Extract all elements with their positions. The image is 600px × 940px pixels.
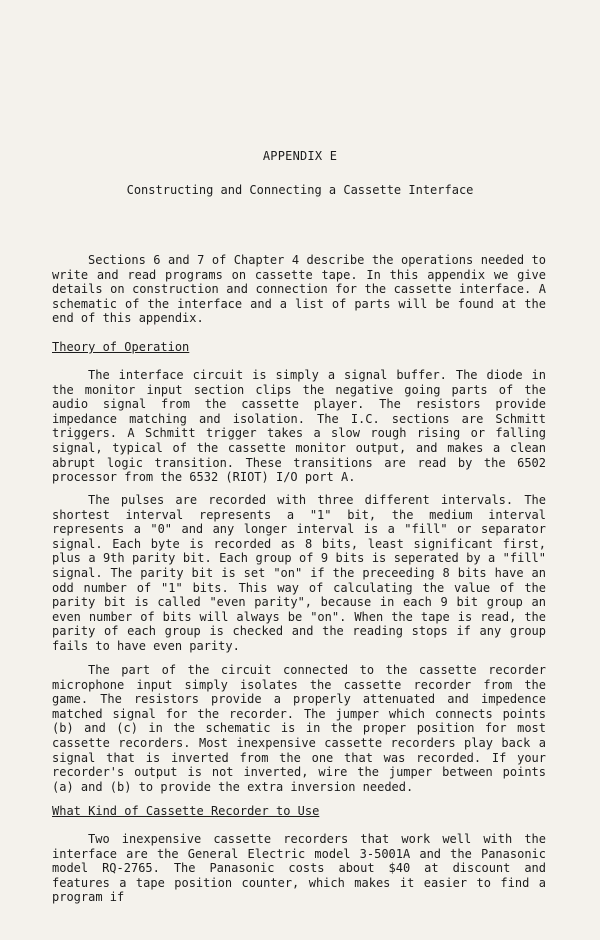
paragraph-theory-3: The part of the circuit connected to the cassette recorder microphone input simply isolates the cassette recorder from the game. The resistors provide a properly attenuated and impedence matched signal for the recorder. The jumper which connects points (b) and (c) in the schematic is in the proper position for most cassette recorders. Most inexpensive cassette recorders play back a signal that is inverted from the one that was recorded. If your recorder's output is not inverted, wire the jumper between points (a) and (b) to provide the extra inversion needed.	[52, 663, 546, 794]
paragraph-recorder-1: Two inexpensive cassette recorders that work well with the interface are the General Electric model 3-5001A and the Panasonic model RQ-2765. The Panasonic costs about $40 at discount and features a tape position counter, which makes it easier to find a program if	[52, 832, 546, 905]
section-heading-theory: Theory of Operation	[52, 340, 190, 354]
section-heading-recorder: What Kind of Cassette Recorder to Use	[52, 804, 320, 818]
intro-paragraph: Sections 6 and 7 of Chapter 4 describe the operations needed to write and read programs on cassette tape. In this appendix we give details on construction and connection for the cassette interface. A schematic of the interface and a list of parts will be found at the end of this appendix.	[52, 253, 546, 326]
appendix-subtitle: Constructing and Connecting a Cassette Interface	[126, 183, 474, 197]
appendix-title: APPENDIX E	[262, 149, 338, 163]
paragraph-theory-1: The interface circuit is simply a signal buffer. The diode in the monitor input section clips the negative going parts of the audio signal from the cassette player. The resistors provide impedance matching and isolation. The I.C. sections are Schmitt triggers. A Schmitt trigger takes a slow rough rising or falling signal, typical of the cassette monitor output, and makes a clean abrupt logic transition. These transitions are read by the 6502 processor from the 6532 (RIOT) I/O port A.	[52, 368, 546, 485]
paragraph-theory-2: The pulses are recorded with three different intervals. The shortest interval represents a "1" bit, the medium interval represents a "0" and any longer interval is a "fill" or separator signal. Each byte is recorded as 8 bits, least significant first, plus a 9th parity bit. Each group of 9 bits is seperated by a "fill" signal. The parity bit is set "on" if the preceeding 8 bits have an odd number of "1" bits. This way of calculating the value of the parity bit is called "even parity", because in each 9 bit group an even number of bits will always be "on". When the tape is read, the parity of each group is checked and the reading stops if any group fails to have even parity.	[52, 493, 546, 653]
